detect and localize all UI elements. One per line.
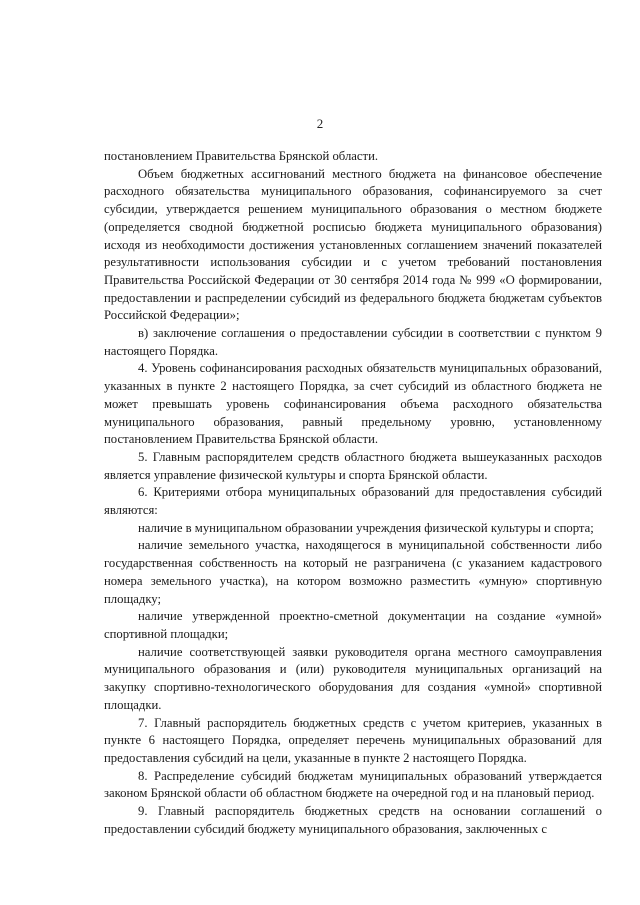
paragraph-criterion-application: наличие соответствующей заявки руководителя органа местного самоуправления муниципального образования и (или) руководителя муниципальных организаций на закупку спортивно-технологического оборудования для создания «умной» спортивной площадки. [104,644,602,712]
paragraph-item-8: 8. Распределение субсидий бюджетам муниципальных образований утверждается законом Брянской области об областном бюджете на очередной год и на плановый период. [104,768,602,801]
paragraph-item-4: 4. Уровень софинансирования расходных обязательств муниципальных образований, указанных в пункте 2 настоящего Порядка, за счет субсидий из областного бюджета не может превышать уровень софинансирования объема расходного обязательства муниципального образования, равный предельному уровню, установленному постановлением Правительства Брянской области. [104,361,602,447]
paragraph-criterion-institution: наличие в муниципальном образовании учреждения физической культуры и спорта; [138,520,594,535]
paragraph-criterion-land: наличие земельного участка, находящегося в муниципальной собственности либо государственная собственность на который не разграничена (с указанием кадастрового номера земельного участка), на котором возможно разместить «умную» спортивную площадку; [104,538,602,606]
paragraph-criterion-documentation: наличие утвержденной проектно-сметной документации на создание «умной» спортивной площадки; [104,609,602,641]
paragraph-continuation: постановлением Правительства Брянской области. [104,149,379,163]
paragraph-item-7: 7. Главный распорядитель бюджетных средств с учетом критериев, указанных в пункте 6 настоящего Порядка, определяет перечень муниципальных образований для предоставления субсидий на цели, указанные в пункте 2 настоящего Порядка. [104,715,602,765]
page-number: 2 [316,116,324,131]
paragraph-item-9: 9. Главный распорядитель бюджетных средств на основании соглашений о предоставлении субсидий бюджету муниципального образования, заключенных с [104,804,602,836]
paragraph-budget-allocations: Объем бюджетных ассигнований местного бюджета на финансовое обеспечение расходного обязательства муниципального образования, софинансируемого за счет субсидии, утверждается решением муниципального образования о местном бюджете (определяется сводной бюджетной росписью бюджета муниципального образования) исходя из необходимости достижения установленных соглашением значений показателей результативности использования субсидии и с учетом требований постановления Правительства Российской Федерации от 30 сентября 2014 года № 999 «О формировании, предоставлении и распределении субсидий из федерального бюджета бюджетам субъектов Российской Федерации»; [104,166,602,323]
paragraph-clause-v: в) заключение соглашения о предоставлении субсидии в соответствии с пунктом 9 настоящего Порядка. [104,326,602,358]
paragraph-item-6: 6. Критериями отбора муниципальных образований для предоставления субсидий являются: [104,485,602,518]
document-body [104,148,602,838]
paragraph-item-5: 5. Главным распорядителем средств областного бюджета вышеуказанных расходов является управление физической культуры и спорта Брянской области. [104,449,602,482]
